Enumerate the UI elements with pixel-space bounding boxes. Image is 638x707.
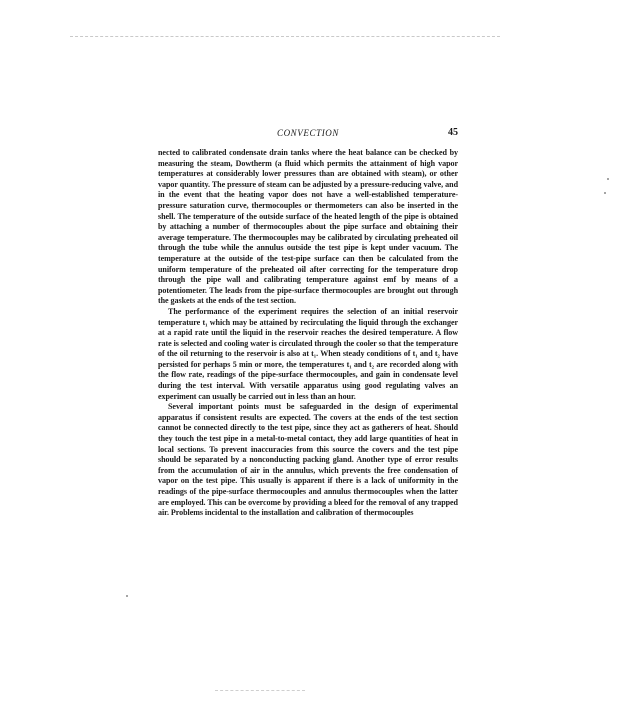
- scan-artifact-top-line: [70, 36, 500, 37]
- paragraph-2: The performance of the experiment requires the selection of an initial reservoir temperature t₁ which may be attained by recirculating the liquid through the exchanger at a rapid rate until the liquid in the reservoir reaches the desired temperature. A flow rate is selected and cooling water is circulated through the cooler so that the temperature of the oil returning to the reservoir is also at t₁. When steady conditions of t₁ and t₂ have persisted for perhaps 5 min or more, the temperatures t₁ and t₂ are recorded along with the flow rate, readings of the pipe-surface thermocouples, and gain in condensate level during the test interval. With versatile apparatus using good regulating valves an experiment can usually be carried out in less than an hour.: [158, 306, 458, 401]
- running-title: CONVECTION: [276, 128, 339, 138]
- page-number: 45: [448, 127, 458, 138]
- scan-speck: [126, 595, 128, 597]
- scan-artifact-bottom-line: [215, 690, 305, 691]
- scan-speck: [604, 192, 606, 194]
- scan-speck: [607, 178, 609, 180]
- book-page: [158, 128, 458, 519]
- paragraph-3: Several important points must be safeguarded in the design of experimental apparatus if consistent results are expected. The covers at the ends of the test section cannot be connected directly to the test pipe, since they act as gatherers of heat. Should they touch the test pipe in a metal-to-metal contact, they add large quantities of heat in local sections. To prevent inaccuracies from this source the covers and the test pipe should be separated by a nonconducting packing gland. Another type of error results from the accumulation of air in the annulus, which prevents the free condensation of vapor on the test pipe. This usually is apparent if there is a lack of uniformity in the readings of the pipe-surface thermocouples and annulus thermocouples when the latter are employed. This can be overcome by providing a bleed for the removal of any trapped air. Problems incidental to the installation and calibration of thermocouples: [158, 402, 458, 518]
- paragraph-1: nected to calibrated condensate drain tanks where the heat balance can be checked by measuring the steam, Dowtherm (a fluid which permits the attainment of high vapor temperatures at considerably lower pressures than are obtained with steam), or other vapor quantity. The pressure of steam can be adjusted by a pressure-reducing valve, and in the event that the heating vapor does not have a well-established temperature-pressure saturation curve, thermocouples or thermometers can also be inserted in the shell. The temperature of the outside surface of the heated length of the pipe is obtained by attaching a number of thermocouples about the pipe surface and obtaining their average temperature. The thermocouples may be calibrated by circulating preheated oil through the tube while the annulus outside the test pipe is kept under vacuum. The temperature at the outside of the test-pipe surface can then be calculated from the uniform temperature of the preheated oil after correcting for the temperature drop through the pipe wall and calibrating temperature against emf by means of a potentiometer. The leads from the pipe-surface thermocouples are brought out through the gaskets at the ends of the test section.: [158, 148, 458, 306]
- running-head: [158, 128, 458, 144]
